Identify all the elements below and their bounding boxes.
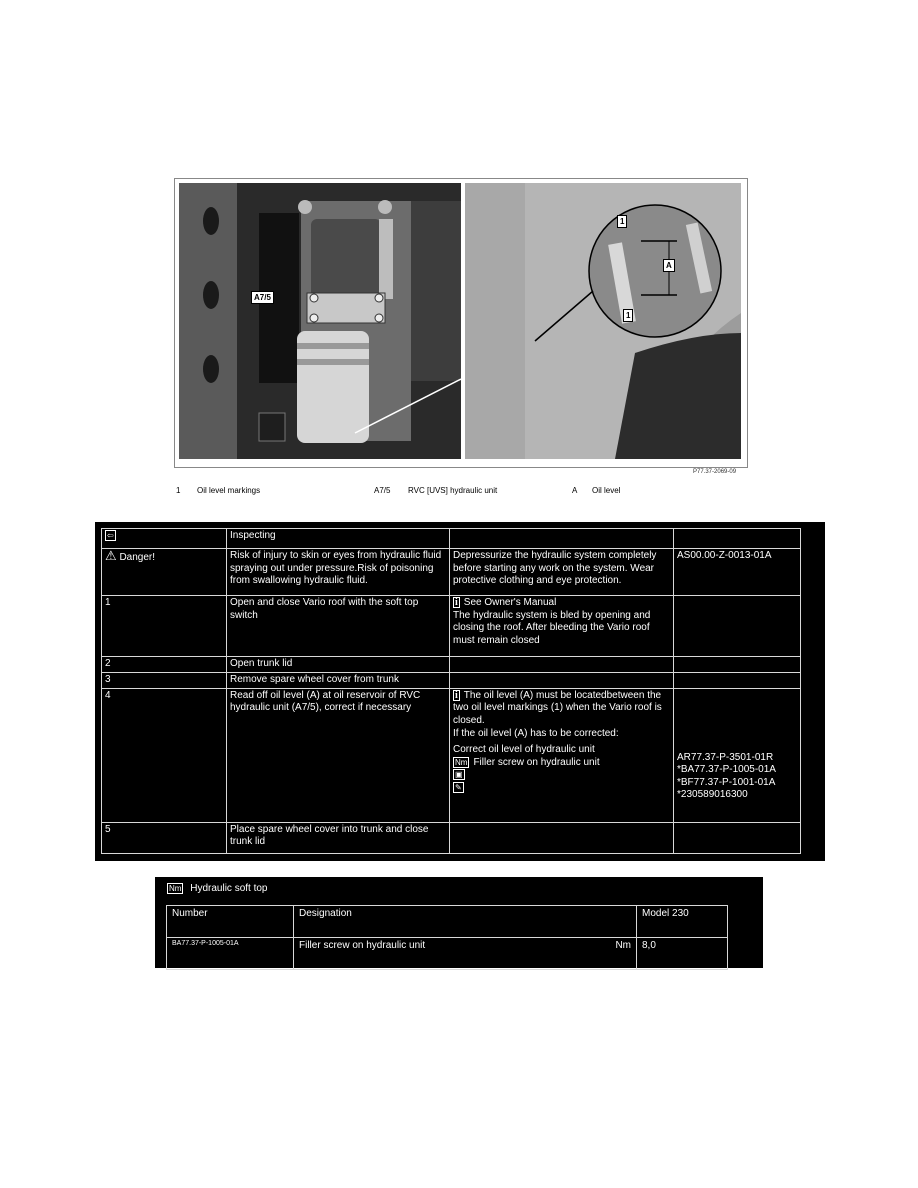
danger-measure: Depressurize the hydraulic system completely before starting any work on the system. Wear protective clothing and eye protection. (450, 549, 674, 596)
table-row-header (102, 529, 801, 549)
callout-mark-top: 1 (617, 215, 627, 228)
ref-filler-screw: *BA77.37-P-1005-01A (677, 764, 776, 776)
figure-id: P77.37-2069-09 (693, 469, 737, 475)
legend-key-1: 1 (176, 486, 181, 495)
torque-icon: Nm (455, 757, 468, 767)
table-row (102, 672, 801, 688)
step-number: 4 (102, 688, 227, 822)
info-icon: i (455, 597, 458, 608)
table-row (102, 596, 801, 657)
step-text: Open trunk lid (227, 657, 450, 673)
note-correction: If the oil level (A) has to be corrected: (453, 727, 619, 739)
column-header: Model 230 (637, 906, 728, 938)
column-header: Designation (294, 906, 637, 938)
photo-hydraulic-unit (179, 183, 461, 459)
procedure-title: Inspecting (227, 529, 450, 549)
table-row-header (167, 906, 728, 938)
spec-number: BA77.37-P-1005-01A (167, 938, 294, 970)
table-row-danger (102, 549, 801, 596)
inspect-icon: ⇦ (107, 531, 114, 540)
step-text: Remove spare wheel cover from trunk (227, 672, 450, 688)
danger-ref: AS00.00-Z-0013-01A (674, 549, 801, 596)
figure-hydraulic-unit (174, 178, 748, 468)
photo-oil-reservoir-detail (465, 183, 741, 459)
note-title: See Owner's Manual (463, 597, 557, 609)
table-row (102, 822, 801, 853)
special-tool-icon: ✎ (455, 783, 462, 793)
tool-icon: ▣ (455, 770, 463, 780)
note-filler-screw: Filler screw on hydraulic unit (473, 756, 600, 768)
legend-key-a7-5: A7/5 (374, 486, 391, 495)
callout-a7-5: A7/5 (251, 291, 274, 304)
danger-risk: Risk of injury to skin or eyes from hydraulic fluid spraying out under pressure.Risk of poisoning from swallowing hydraulic fluid. (227, 549, 450, 596)
legend-text-a7-5: RVC [UVS] hydraulic unit (408, 486, 498, 495)
procedure-table (95, 522, 825, 861)
danger-label: Danger! (119, 552, 156, 563)
table-row (102, 657, 801, 673)
torque-spec-table (155, 877, 763, 968)
step-number: 5 (102, 822, 227, 853)
note-oil-level: The oil level (A) must be locatedbetween the two oil level markings (1) when the Vario roof is closed. (453, 689, 662, 726)
callout-level-a: A (663, 259, 675, 272)
warning-triangle-icon: ⚠ (105, 548, 117, 563)
torque-icon: Nm (169, 884, 182, 893)
legend-text-a: Oil level (592, 486, 621, 495)
callout-mark-bottom: 1 (623, 309, 633, 322)
step-number: 2 (102, 657, 227, 673)
ref-special-tool: *230589016300 (677, 789, 748, 801)
note-correct-oil-level: Correct oil level of hydraulic unit (453, 744, 595, 756)
column-header: Number (167, 906, 294, 938)
ref-correct-oil: AR77.37-P-3501-01R (677, 751, 774, 763)
info-icon: i (455, 689, 458, 701)
ref-tool: *BF77.37-P-1001-01A (677, 776, 776, 788)
table-row (102, 688, 801, 822)
spec-unit: Nm (615, 940, 631, 951)
step-number: 3 (102, 672, 227, 688)
legend-text-1: Oil level markings (197, 486, 261, 495)
spec-value: 8,0 (637, 938, 728, 970)
legend-key-a: A (572, 486, 578, 495)
step-text: Open and close Vario roof with the soft top switch (227, 596, 450, 657)
spec-designation: Filler screw on hydraulic unit (299, 940, 426, 951)
table-row (167, 938, 728, 970)
step-text: Place spare wheel cover into trunk and close trunk lid (227, 822, 450, 853)
note-body: The hydraulic system is bled by opening and closing the roof. After bleeding the Vario roof must remain closed (453, 609, 651, 646)
spec-title: Hydraulic soft top (190, 883, 268, 895)
step-text: Read off oil level (A) at oil reservoir of RVC hydraulic unit (A7/5), correct if necessary (227, 688, 450, 822)
step-number: 1 (102, 596, 227, 657)
